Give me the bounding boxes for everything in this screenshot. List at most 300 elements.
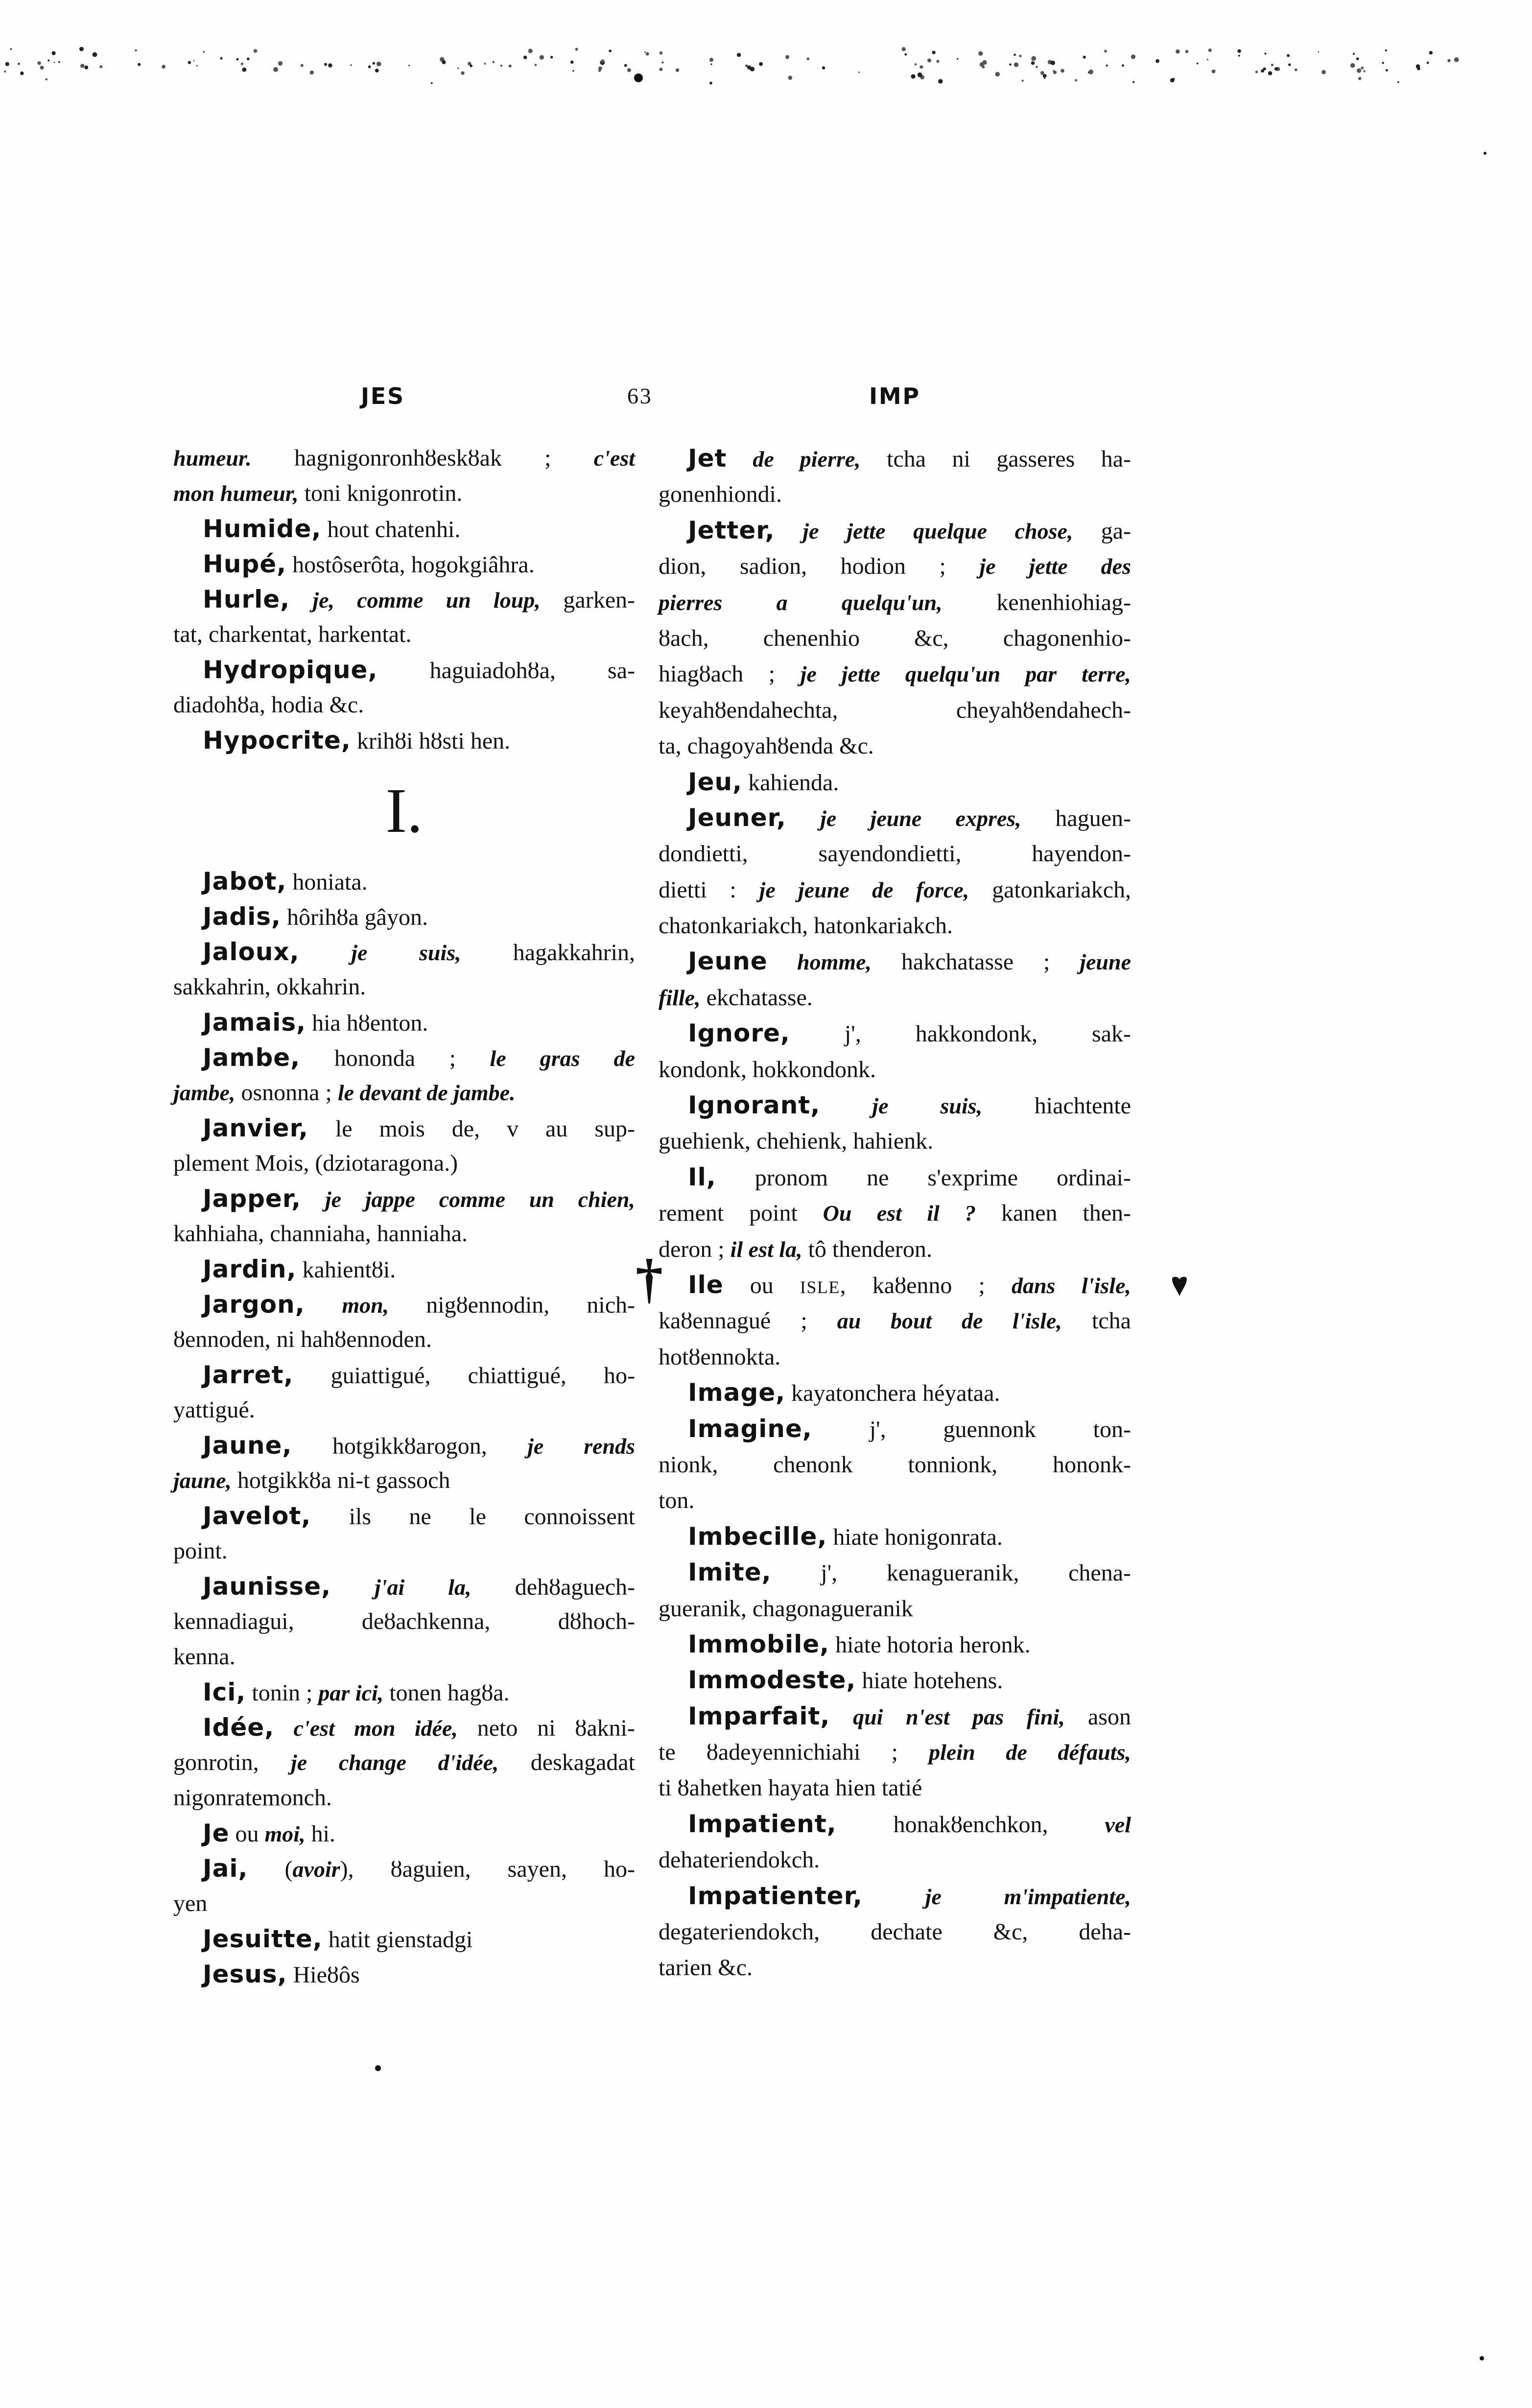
entry-line [659,1123,1131,1159]
noise-speck [278,61,283,66]
noise-speck [40,66,44,70]
roman-text: kenna. [173,1644,236,1670]
dictionary-entry [659,513,1131,764]
entry-line [173,1075,635,1110]
noise-speck [431,82,433,84]
noise-speck [788,76,793,80]
noise-speck [1385,49,1387,51]
noise-speck [676,69,679,72]
headword: Immodeste, [688,1666,856,1695]
roman-text: hiate hotoria heronk. [829,1631,1031,1658]
entry-line [173,723,635,758]
dictionary-entry [173,1816,635,1851]
italic-text: Ou est il ? [823,1201,976,1226]
italic-text: plein de défauts, [929,1740,1131,1765]
entry-line [173,1921,635,1957]
noise-speck [241,63,243,65]
entry-line [659,872,1131,908]
entry-line [659,980,1131,1015]
roman-text: ga- [1073,518,1131,544]
headword: Hydropique, [203,656,378,684]
italic-text: homme, [767,949,872,975]
noise-speck [1212,70,1216,73]
noise-speck [759,62,763,66]
roman-text: nigȣennodin, nich- [389,1292,635,1318]
entry-line [659,728,1131,764]
roman-text: kahienda. [742,769,839,796]
roman-text: degateriendokch, dechate &c, deha- [659,1919,1131,1945]
italic-text: je jeune de force, [759,877,969,902]
noise-speck [627,68,631,72]
noise-speck [1208,48,1212,52]
noise-speck [1053,71,1057,74]
noise-speck [737,53,741,57]
italic-text: je change d'idée, [290,1750,499,1775]
roman-text: gueranik, chagonagueranik [659,1595,913,1622]
headword: Jai, [203,1854,248,1883]
roman-text: sakkahrin, okkahrin. [173,974,366,1000]
entry-line [659,1339,1131,1375]
noise-speck [1088,70,1093,74]
noise-speck [982,66,985,69]
dictionary-entry [173,1710,635,1816]
noise-speck [1019,55,1021,57]
dictionary-entry [659,1015,1131,1087]
italic-text: dans l'isle, [1011,1273,1131,1298]
italic-text: je jappe comme un chien, [301,1187,635,1212]
dictionary-entry [659,1159,1131,1267]
roman-text: haguiadohȣa, sa- [377,658,635,684]
dictionary-entry [173,1569,635,1675]
noise-speck [328,63,332,67]
entry-line [173,476,635,511]
roman-text: guehienk, chehienk, hahienk. [659,1128,934,1155]
dictionary-entry [659,1267,1131,1375]
noise-speck [1454,57,1459,62]
noise-speck [1268,71,1272,75]
noise-speck [37,61,41,65]
roman-text: dion, sadion, hodion ; [659,553,980,580]
noise-speck [52,51,56,55]
noise-speck [20,71,24,75]
noise-speck [915,63,917,66]
ink-speck [1480,2356,1484,2361]
entry-line [659,1555,1131,1590]
italic-text: mon, [305,1293,389,1318]
noise-speck [806,57,809,60]
italic-text: je, comme un loup, [290,588,541,613]
roman-text: deron ; [659,1236,731,1262]
headword: Jeuner, [688,803,786,832]
headword: Janvier, [203,1114,308,1142]
roman-text: ȣennoden, ni hahȣennoden. [173,1326,432,1352]
roman-text: ton. [659,1487,695,1514]
entry-line [173,1322,635,1357]
italic-text: moi, [264,1821,306,1846]
entry-line [173,617,635,652]
dictionary-entry [173,1675,635,1710]
noise-speck [540,55,544,60]
dictionary-entry [659,1878,1131,1986]
roman-text: kahientȣi. [296,1257,396,1283]
entry-line [659,1914,1131,1950]
entry-line [659,1770,1131,1806]
roman-text: hononda ; [300,1045,490,1071]
dictionary-entry [173,1251,635,1287]
noise-speck [1036,66,1038,68]
noise-speck [10,48,12,50]
noise-speck [747,66,751,70]
italic-text: je jeune expres, [786,805,1021,831]
roman-text: ta, chagoyahȣenda &c. [659,733,874,759]
dictionary-entry [659,800,1131,944]
italic-text: je rends [527,1434,635,1459]
noise-speck [162,65,165,69]
entry-line [173,864,635,899]
ink-blot [1171,1276,1188,1297]
roman-text: tcha ni gasseres ha- [860,446,1131,472]
entry-line [173,546,635,582]
noise-speck [220,57,223,60]
roman-text: kondonk, hokkondonk. [659,1056,876,1083]
roman-text: garken- [540,587,636,613]
headword: Jaune, [203,1431,292,1460]
roman-text: yattigué. [173,1397,255,1423]
roman-text: dondietti, sayendondietti, hayendon- [659,841,1131,867]
noise-speck [254,49,258,53]
roman-text: yen [173,1890,208,1916]
roman-text: tcha [1061,1308,1131,1334]
noise-speck [1416,64,1420,69]
entry-line [659,1699,1131,1734]
entry-line [173,1463,635,1498]
entry-line [659,1483,1131,1518]
roman-text: dehȣaguech- [471,1574,636,1600]
roman-text: kennadiagui, deȣachkenna, dȣhoch- [173,1608,635,1634]
entry-line [659,692,1131,728]
entry-line [173,1569,635,1604]
noise-speck [1106,65,1108,67]
headword: Jambe, [203,1043,301,1072]
noise-speck [1013,54,1016,56]
italic-text: de pierre, [727,447,861,472]
headword: Jesuitte, [203,1925,323,1953]
roman-text: hotgikkȣa ni-t gassoch [231,1467,450,1493]
entry-line [173,1287,635,1322]
italic-text: je jette quelqu'un par terre, [800,661,1131,687]
noise-speck [99,65,102,68]
headword: Je [203,1819,230,1847]
noise-speck [377,62,381,67]
noise-speck [470,65,472,68]
section-letter-heading: I. [385,776,423,846]
noise-speck [644,51,646,53]
noise-speck [523,56,527,59]
italic-text: il est la, [730,1236,802,1262]
noise-speck [902,47,906,51]
noise-speck [535,64,537,66]
roman-text: hout chatenhi. [321,517,461,543]
italic-text: mon humeur, [173,481,299,506]
entry-line [173,1498,635,1534]
noise-speck [46,78,48,81]
roman-text: tat, charkentat, harkentat. [173,621,412,647]
entry-line [173,1675,635,1710]
noise-speck [1386,69,1388,71]
noise-speck [54,62,55,63]
noise-speck [373,62,375,65]
noise-speck [918,72,922,77]
noise-speck [1261,70,1264,73]
noise-speck [646,52,649,56]
noise-speck [408,65,410,66]
noise-speck [1075,79,1077,81]
headword: Impatienter, [688,1881,863,1910]
dictionary-entry [173,1181,635,1251]
headword: Javelot, [203,1502,311,1530]
italic-text: au bout de l'isle, [837,1308,1062,1334]
entry-line [659,1303,1131,1339]
dictionary-entry [659,1411,1131,1519]
roman-text: hia hȣenton. [306,1010,428,1036]
roman-text: ou [229,1821,265,1847]
noise-speck [978,51,983,56]
headword: Hupé, [203,550,287,578]
roman-text: haguen- [1021,805,1131,831]
roman-text: te ȣadeyennichiahi ; [659,1739,929,1766]
entry-line [173,582,635,617]
entry-line [659,1015,1131,1051]
roman-text: , kaȣenno ; [840,1272,1012,1298]
noise-speck [1361,67,1364,70]
noise-speck [1021,80,1023,82]
entry-line [173,1534,635,1569]
noise-speck [47,60,49,62]
roman-text: point. [173,1538,228,1564]
headword: Imbecille, [688,1522,827,1551]
noise-speck [1014,63,1018,67]
entry-line [659,1267,1131,1303]
dictionary-entry [173,511,635,546]
noise-speck [324,63,327,66]
headword: Immobile, [688,1629,830,1658]
roman-text: hiachtente [982,1093,1131,1119]
roman-text: tonin ; [246,1680,319,1706]
roman-text: tonen hagȣa. [383,1680,510,1706]
entry-line [659,1411,1131,1447]
noise-speck [1044,77,1046,79]
noise-speck [575,48,578,51]
headword: Imagine, [688,1414,812,1443]
entry-line [659,1627,1131,1662]
noise-speck [1207,59,1208,60]
roman-text: rement point [659,1200,823,1227]
italic-text: le gras de [490,1046,636,1071]
noise-speck [572,70,574,71]
entry-line [173,1886,635,1921]
noise-speck [1288,64,1291,66]
roman-text: j', kenagueranik, chena- [771,1560,1131,1586]
roman-text: chatonkariakch, hatonkariakch. [659,913,953,939]
smallcaps-text: ISLE [800,1277,840,1297]
entry-line [659,441,1131,476]
entry-line [659,656,1131,692]
roman-text: gatonkariakch, [969,876,1131,903]
entry-line [173,1005,635,1040]
noise-speck [79,47,84,51]
headword: Jetter, [688,516,775,544]
entry-line [659,548,1131,584]
ink-speck [375,2065,381,2071]
noise-speck [904,53,907,56]
noise-speck [1353,53,1355,55]
roman-text: krihȣi hȣsti hen. [351,728,511,754]
noise-speck [58,61,60,63]
headword: Jarret, [203,1361,294,1389]
entry-line [659,1052,1131,1087]
entry-line [173,1251,635,1287]
roman-text: j', hakkondonk, sak- [790,1021,1131,1047]
dictionary-entry [173,864,635,899]
dictionary-entry [173,1957,635,1992]
entry-line [173,1851,635,1886]
dictionary-entry [173,1357,635,1428]
italic-text: qui n'est pas fini, [830,1704,1065,1729]
noise-speck [1031,56,1036,61]
noise-speck [1197,63,1199,65]
noise-speck [1318,51,1319,52]
noise-speck [1397,81,1399,83]
dictionary-entry [659,1375,1131,1411]
entry-line [173,687,635,723]
entry-line [173,1639,635,1675]
italic-text: c'est mon idée, [274,1716,458,1741]
noise-speck [570,61,574,64]
roman-text: ekchatasse. [700,984,813,1011]
dictionary-entry [173,1498,635,1569]
noise-speck [1131,54,1135,59]
entry-line [659,908,1131,944]
entry-line [173,1357,635,1393]
noise-speck [196,65,198,67]
dictionary-entry [659,1699,1131,1806]
roman-text: keyahȣendahechta, cheyahȣendahech- [659,697,1131,723]
noise-speck [927,58,931,62]
noise-speck [350,64,352,66]
roman-text: hiate honigonrata. [827,1524,1003,1550]
noise-speck [911,74,916,79]
noise-speck [1061,69,1064,73]
roman-text: j', guennonk ton- [812,1416,1131,1442]
italic-text: pierres a quelqu'un, [659,590,943,615]
italic-text: jaune, [173,1468,232,1493]
roman-text: plement Mois, (dziotaragona.) [173,1150,458,1176]
roman-text: kanen then- [976,1200,1131,1227]
roman-text: diadohȣa, hodia &c. [173,692,364,718]
noise-speck [236,58,238,61]
noise-speck [659,68,662,71]
noise-speck [609,49,612,52]
entry-line [173,1957,635,1992]
noise-speck [938,79,943,83]
noise-speck [822,66,825,69]
entry-line [659,476,1131,512]
noise-speck [310,71,314,74]
noise-speck [1237,49,1241,53]
noise-speck [4,71,6,72]
entry-line [659,1806,1131,1842]
noise-speck [188,61,191,64]
headword: Hurle, [203,585,290,614]
dictionary-entry [659,944,1131,1015]
headword: Ici, [203,1678,246,1706]
noise-speck [242,68,247,72]
roman-text: ason [1064,1703,1131,1730]
noise-speck [509,65,512,68]
dictionary-entry [173,546,635,582]
noise-speck [1040,71,1044,75]
noise-speck [442,60,446,64]
noise-speck [484,63,486,65]
noise-speck [528,48,533,53]
roman-text: dietti : [659,876,759,903]
roman-text: gonenhiondi. [659,481,782,508]
italic-text: fille, [659,985,701,1010]
noise-speck [368,66,371,69]
headword: Jamais, [203,1008,306,1037]
roman-text: gonrotin, [173,1749,291,1775]
headword: Ile [688,1270,724,1299]
noise-speck [1295,69,1297,71]
headword: Imparfait, [688,1701,830,1730]
headword: Ignore, [688,1019,790,1048]
entry-line [173,1816,635,1851]
entry-line [659,585,1131,620]
dictionary-entry [659,1806,1131,1878]
italic-text: je m'impatiente, [862,1884,1131,1909]
roman-text: honiata. [286,869,368,895]
italic-text: je suis, [820,1093,983,1119]
scan-noise [0,34,1532,88]
entry-line [173,652,635,687]
noise-speck [1427,62,1429,64]
headword: Ignorant, [688,1091,821,1120]
noise-speck [1122,64,1124,67]
italic-text: jambe, [173,1080,236,1105]
noise-speck [301,64,304,67]
roman-text: kayatonchera héyataa. [785,1380,1000,1407]
dictionary-entry [659,764,1131,800]
dictionary-entry [173,1851,635,1921]
roman-text: ), ȣaguien, sayen, ho- [340,1856,636,1882]
dictionary-entry [173,934,635,1005]
right-column [659,441,1131,1986]
dictionary-entry [173,1040,635,1110]
noise-speck [1051,61,1055,65]
entry-line [659,1842,1131,1878]
entry-line [659,1878,1131,1914]
entry-line [173,1428,635,1463]
dictionary-entry [173,652,635,723]
dictionary-entry [659,1087,1131,1159]
noise-speck [1357,69,1361,73]
headword: Idée, [203,1713,275,1742]
dictionary-entry [659,1627,1131,1662]
roman-text: ȣach, chenenhio &c, chagonenhio- [659,625,1131,651]
dagger-mark: † [636,1249,663,1309]
noise-speck [932,51,936,54]
noise-speck [500,65,502,67]
